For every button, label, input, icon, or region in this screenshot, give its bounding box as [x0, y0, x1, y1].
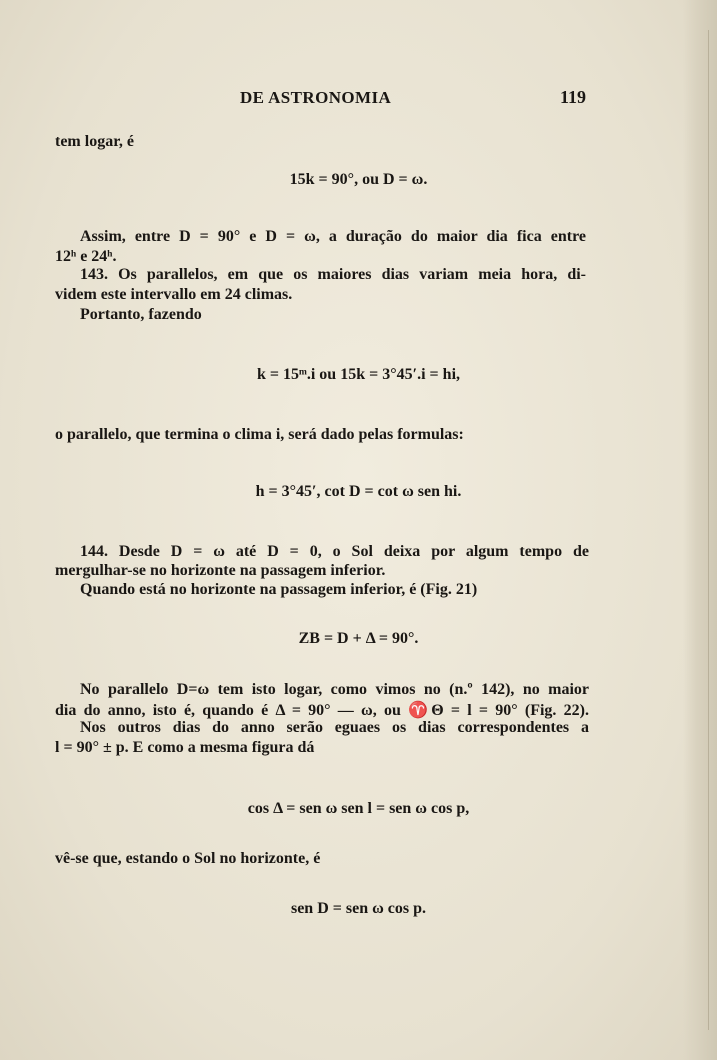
text-line: 143. Os parallelos, em que os maiores dias variam meia hora, di- — [80, 266, 586, 283]
text-line: l = 90° ± p. E como a mesma figura dá — [55, 739, 315, 756]
equation: k = 15ᵐ.i ou 15k = 3°45′.i = hi, — [256, 366, 461, 383]
text-line: 144. Desde D = ω até D = 0, o Sol deixa por algum tempo de — [80, 543, 589, 560]
running-header: DE ASTRONOMIA — [240, 88, 392, 107]
text-line: dia do anno, isto é, quando é Δ = 90° — ω, ou ♈Θ = l = 90° (Fig. 22). — [55, 702, 589, 719]
text-line: Nos outros dias do anno serão eguaes os dias correspondentes a — [80, 719, 589, 736]
text-line: mergulhar-se no horizonte na passagem inferior. — [55, 562, 386, 579]
text-line: Portanto, fazendo — [80, 306, 202, 323]
text-line: o parallelo, que termina o clima i, será dado pelas formulas: — [55, 426, 464, 443]
equation: cos Δ = sen ω sen l = sen ω cos p, — [247, 800, 470, 817]
equation: ZB = D + Δ = 90°. — [298, 630, 419, 647]
equation: sen D = sen ω cos p. — [290, 900, 427, 917]
equation: h = 3°45′, cot D = cot ω sen hi. — [255, 483, 462, 500]
text-line: videm este intervallo em 24 climas. — [55, 286, 293, 303]
text-line: vê-se que, estando o Sol no horizonte, é — [55, 850, 321, 867]
text-line: Quando está no horizonte na passagem inferior, é (Fig. 21) — [80, 581, 478, 598]
text-line: No parallelo D=ω tem isto logar, como vimos no (n.º 142), no maior — [80, 681, 589, 698]
equation: 15k = 90°, ou D = ω. — [289, 171, 428, 188]
page-number: 119 — [559, 87, 586, 107]
text-line: Assim, entre D = 90° e D = ω, a duração do maior dia fica entre — [80, 228, 586, 245]
text-line: tem logar, é — [55, 133, 134, 150]
text-line: 12ʰ e 24ʰ. — [55, 248, 117, 265]
